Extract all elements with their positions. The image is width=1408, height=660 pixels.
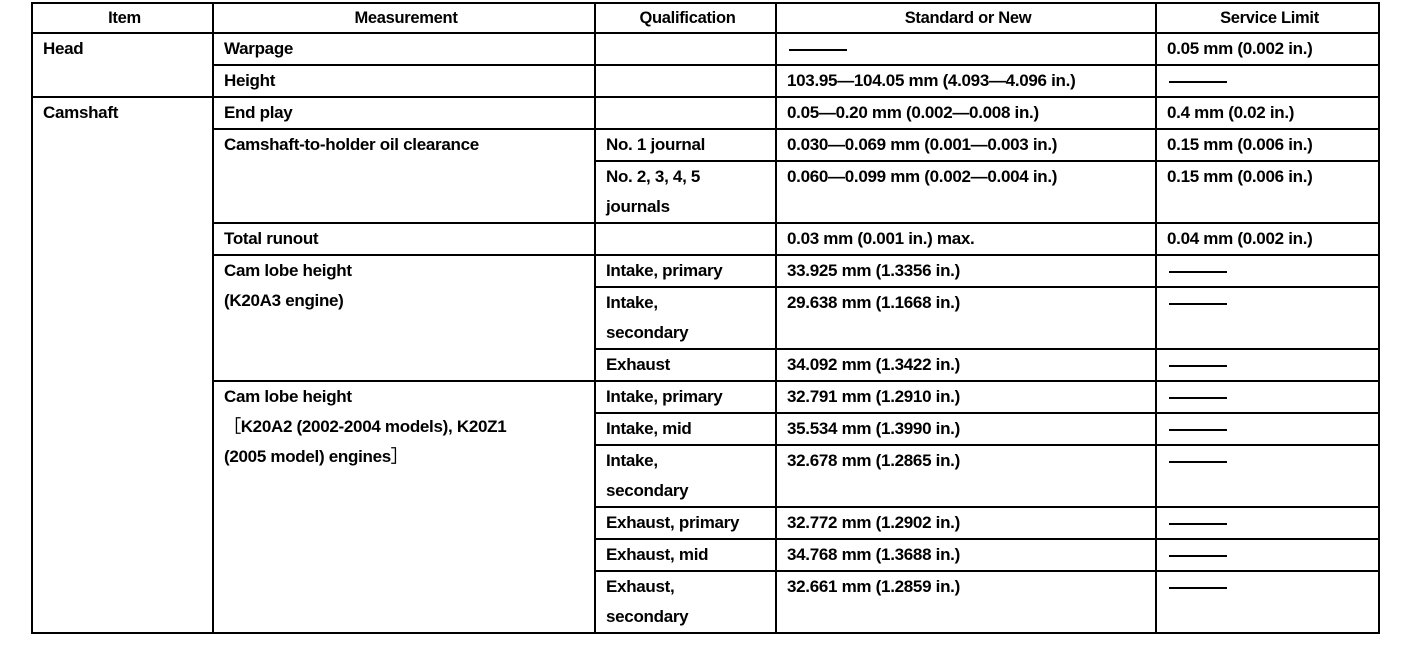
item-head: Head (32, 33, 213, 97)
service-a2-intake-primary (1156, 381, 1379, 413)
measurement-oil-clearance: Camshaft-to-holder oil clearance (213, 129, 595, 223)
qualification-a2-exhaust-mid: Exhaust, mid (595, 539, 776, 571)
dash-mark (789, 49, 847, 51)
qualification-a3-intake-primary: Intake, primary (595, 255, 776, 287)
standard-a2-exhaust-secondary: 32.661 mm (1.2859 in.) (776, 571, 1156, 633)
dash-mark (1169, 461, 1227, 463)
table-row (32, 255, 1379, 287)
qualification-line: journals (606, 197, 670, 216)
dash-mark (1169, 81, 1227, 83)
service-a2-exhaust-primary (1156, 507, 1379, 539)
service-warpage: 0.05 mm (0.002 in.) (1156, 33, 1379, 65)
measurement-warpage: Warpage (213, 33, 595, 65)
qualification-a3-intake-secondary (595, 287, 776, 349)
measurement-line: Cam lobe height (224, 261, 352, 280)
measurement-line: Cam lobe height (224, 387, 352, 406)
qualification-line: Exhaust, (606, 577, 675, 596)
qualification-a2-intake-mid: Intake, mid (595, 413, 776, 445)
standard-warpage (776, 33, 1156, 65)
table-row (32, 65, 1379, 97)
header-service-limit: Service Limit (1156, 3, 1379, 33)
qualification-empty (595, 223, 776, 255)
dash-mark (1169, 271, 1227, 273)
standard-height: 103.95—104.05 mm (4.093—4.096 in.) (776, 65, 1156, 97)
qualification-line: secondary (606, 607, 689, 626)
header-item: Item (32, 3, 213, 33)
measurement-cam-lobe-k20a2 (213, 381, 595, 633)
dash-mark (1169, 303, 1227, 305)
qualification-line: No. 2, 3, 4, 5 (606, 167, 701, 186)
table-row (32, 97, 1379, 129)
qualification-empty (595, 97, 776, 129)
standard-a2-intake-primary: 32.791 mm (1.2910 in.) (776, 381, 1156, 413)
dash-mark (1169, 397, 1227, 399)
service-a2-intake-mid (1156, 413, 1379, 445)
qualification-a3-exhaust: Exhaust (595, 349, 776, 381)
standard-a3-intake-secondary: 29.638 mm (1.1668 in.) (776, 287, 1156, 349)
service-a2-exhaust-secondary (1156, 571, 1379, 633)
measurement-line: ［K20A2 (2002-2004 models), K20Z1 (224, 417, 507, 436)
table-row (32, 223, 1379, 255)
qualification-line: secondary (606, 323, 689, 342)
qualification-empty (595, 65, 776, 97)
standard-a2-exhaust-primary: 32.772 mm (1.2902 in.) (776, 507, 1156, 539)
qualification-line: secondary (606, 481, 689, 500)
measurement-cam-lobe-k20a3 (213, 255, 595, 381)
qualification-line: Intake, (606, 451, 658, 470)
qualification-a2-exhaust-primary: Exhaust, primary (595, 507, 776, 539)
service-no1-journal: 0.15 mm (0.006 in.) (1156, 129, 1379, 161)
service-total-runout: 0.04 mm (0.002 in.) (1156, 223, 1379, 255)
standard-a3-exhaust: 34.092 mm (1.3422 in.) (776, 349, 1156, 381)
standard-total-runout: 0.03 mm (0.001 in.) max. (776, 223, 1156, 255)
standard-a3-intake-primary: 33.925 mm (1.3356 in.) (776, 255, 1156, 287)
standard-a2-intake-secondary: 32.678 mm (1.2865 in.) (776, 445, 1156, 507)
item-camshaft: Camshaft (32, 97, 213, 633)
service-a3-intake-secondary (1156, 287, 1379, 349)
qualification-a2-intake-secondary (595, 445, 776, 507)
qualification-no1-journal: No. 1 journal (595, 129, 776, 161)
dash-mark (1169, 523, 1227, 525)
service-a2-intake-secondary (1156, 445, 1379, 507)
dash-mark (1169, 365, 1227, 367)
header-qualification: Qualification (595, 3, 776, 33)
qualification-a2-intake-primary: Intake, primary (595, 381, 776, 413)
service-a3-intake-primary (1156, 255, 1379, 287)
measurement-end-play: End play (213, 97, 595, 129)
header-standard: Standard or New (776, 3, 1156, 33)
table-row (32, 381, 1379, 413)
standard-a2-exhaust-mid: 34.768 mm (1.3688 in.) (776, 539, 1156, 571)
qualification-no2-5-journals (595, 161, 776, 223)
spec-table (31, 2, 1380, 634)
measurement-line: (K20A3 engine) (224, 291, 344, 310)
qualification-a2-exhaust-secondary (595, 571, 776, 633)
header-row (32, 3, 1379, 33)
qualification-empty (595, 33, 776, 65)
service-height (1156, 65, 1379, 97)
dash-mark (1169, 555, 1227, 557)
standard-no1-journal: 0.030—0.069 mm (0.001—0.003 in.) (776, 129, 1156, 161)
measurement-height: Height (213, 65, 595, 97)
service-a2-exhaust-mid (1156, 539, 1379, 571)
service-end-play: 0.4 mm (0.02 in.) (1156, 97, 1379, 129)
standard-end-play: 0.05—0.20 mm (0.002—0.008 in.) (776, 97, 1156, 129)
service-a3-exhaust (1156, 349, 1379, 381)
measurement-line: (2005 model) engines］ (224, 447, 408, 466)
service-no2-5-journals: 0.15 mm (0.006 in.) (1156, 161, 1379, 223)
header-measurement: Measurement (213, 3, 595, 33)
table-row (32, 33, 1379, 65)
dash-mark (1169, 429, 1227, 431)
standard-no2-5-journals: 0.060—0.099 mm (0.002—0.004 in.) (776, 161, 1156, 223)
dash-mark (1169, 587, 1227, 589)
qualification-line: Intake, (606, 293, 658, 312)
table-row (32, 129, 1379, 161)
measurement-total-runout: Total runout (213, 223, 595, 255)
standard-a2-intake-mid: 35.534 mm (1.3990 in.) (776, 413, 1156, 445)
